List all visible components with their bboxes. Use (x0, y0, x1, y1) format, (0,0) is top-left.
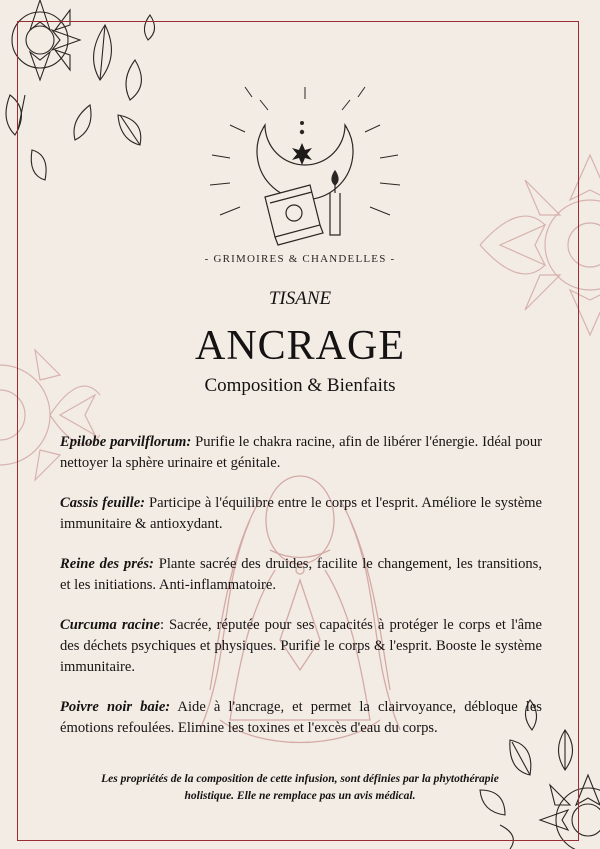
brand-name: - GRIMOIRES & CHANDELLES - (204, 253, 396, 265)
ingredient-list (60, 432, 542, 758)
ingredient-description: Purifie le chakra racine, afin de libérer l'énergie. Idéal pour nettoyer la sphère urinaire et génitale. (60, 434, 542, 471)
ingredient-name: Epilobe parvilflorum: (60, 434, 192, 450)
ingredient-description: : Sacrée, réputée pour ses capacités à protéger le corps et l'âme des déchets psychiques et physiques. Purifie le corps & l'esprit. Booste le système immunitaire. (60, 617, 542, 675)
product-type: TISANE (268, 288, 332, 309)
grimoires-logo-emblem (190, 85, 420, 275)
ingredient-name: Poivre noir baie: (60, 699, 171, 715)
medical-disclaimer: Les propriétés de la composition de cette infusion, sont définies par la phytothérapie holistique. Elle ne remplace pas un avis médical. (101, 773, 499, 802)
ingredient-name: Curcuma racine (60, 617, 160, 633)
ingredient-description: Plante sacrée des druides, facilite le changement, les transitions, et les initiations. Anti-inflammatoire. (60, 556, 542, 593)
ingredient-description: Participe à l'équilibre entre le corps et l'esprit. Améliore le système immunitaire & antioxydant. (60, 495, 542, 532)
ingredient-entry (60, 615, 542, 678)
ingredient-description: Aide à l'ancrage, et permet la clairvoyance, débloque les émotions refoulées. Elimine les toxines et l'excès d'eau du corps. (60, 699, 542, 736)
ingredient-entry (60, 554, 542, 596)
ingredient-entry (60, 493, 542, 535)
ingredient-name: Reine des prés: (60, 556, 154, 572)
page-subtitle: Composition & Bienfaits (204, 375, 396, 396)
ingredient-entry (60, 697, 542, 739)
page-title: ANCRAGE (194, 323, 405, 369)
ingredient-entry (60, 432, 542, 474)
ingredient-name: Cassis feuille: (60, 495, 146, 511)
